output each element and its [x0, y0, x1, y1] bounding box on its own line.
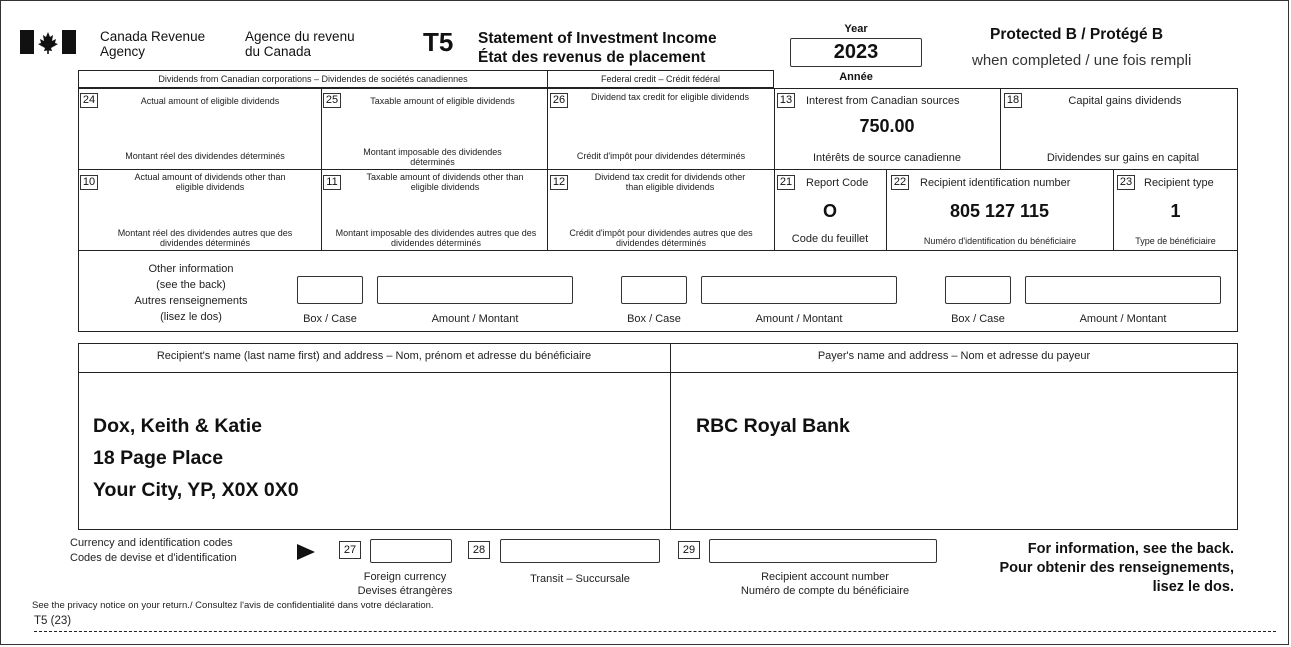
other-info-line3: Autres renseignements	[134, 295, 248, 307]
agency-en-line1: Canada Revenue	[100, 29, 206, 44]
recipient-city: Your City, YP, X0X 0X0	[93, 479, 299, 501]
box-10-label-en: Actual amount of dividends other than eligible dividends	[134, 172, 286, 192]
box-28-label: Transit – Succursale	[530, 573, 630, 585]
federal-credit-header: Federal credit – Crédit fédéral	[547, 70, 774, 88]
box-26-label-en: Dividend tax credit for eligible dividends	[590, 92, 750, 102]
other-amount-3-label: Amount / Montant	[1079, 313, 1167, 325]
box-10-number: 10	[80, 175, 98, 190]
recipient-header: Recipient's name (last name first) and address – Nom, prénom et adresse du bénéficiaire	[156, 350, 592, 362]
info-back-fr1: Pour obtenir des renseignements,	[999, 560, 1234, 576]
other-box-1-label: Box / Case	[303, 313, 357, 325]
other-amount-2-label: Amount / Montant	[755, 313, 843, 325]
form-code: T5	[423, 27, 454, 57]
box-13-label-fr: Intérêts de source canadienne	[813, 152, 961, 164]
currency-label-en: Currency and identification codes	[70, 537, 233, 549]
box-18-number: 18	[1004, 93, 1022, 108]
recipient-account-field[interactable]	[709, 539, 937, 563]
box-13-value[interactable]: 750.00	[859, 116, 915, 136]
box-26-number: 26	[550, 93, 568, 108]
box-13-number: 13	[777, 93, 795, 108]
box-11-number: 11	[323, 175, 341, 190]
box-22-label-fr: Numéro d'identification du bénéficiaire	[923, 236, 1077, 246]
foreign-currency-field[interactable]	[370, 539, 452, 563]
other-info-line2: (see the back)	[156, 279, 226, 291]
box-11-label-fr: Montant imposable des dividendes autres que des dividendes déterminés	[335, 228, 537, 248]
box-28-number: 28	[468, 541, 490, 559]
box-12-number: 12	[550, 175, 568, 190]
box-21-label-fr: Code du feuillet	[791, 233, 869, 245]
box-27-label-en: Foreign currency	[363, 571, 447, 583]
info-back-en: For information, see the back.	[1027, 541, 1234, 557]
recipient-name: Dox, Keith & Katie	[93, 415, 263, 437]
box-12-label-en: Dividend tax credit for dividends other than eligible dividends	[594, 172, 746, 192]
other-info-line4: (lisez le dos)	[160, 311, 222, 323]
box-29-label	[700, 570, 950, 598]
payer-name[interactable]: RBC Royal Bank	[696, 415, 850, 437]
box-22-number: 22	[891, 175, 909, 190]
agency-fr-line1: Agence du revenu	[245, 29, 355, 44]
privacy-notice: See the privacy notice on your return./ Consultez l'avis de confidentialité dans votre déclaration.	[32, 600, 434, 611]
transit-field[interactable]	[500, 539, 660, 563]
completed-label: when completed / une fois rempli	[972, 52, 1192, 69]
box-23-number: 23	[1117, 175, 1135, 190]
box-29-label-fr: Numéro de compte du bénéficiaire	[740, 585, 910, 597]
box-10-label-fr: Montant réel des dividendes autres que des dividendes déterminés	[117, 228, 293, 248]
other-info-line1: Other information	[148, 263, 234, 275]
currency-label	[70, 536, 237, 566]
box-23-label-fr: Type de bénéficiaire	[1135, 236, 1216, 246]
box-22-value[interactable]: 805 127 115	[949, 201, 1050, 221]
other-amount-1-label: Amount / Montant	[431, 313, 519, 325]
year-label-en: Year	[844, 23, 868, 35]
agency-en-line2: Agency	[100, 44, 146, 59]
title-fr: État des revenus de placement	[478, 49, 706, 66]
dividends-section-header: Dividends from Canadian corporations – Dividendes de sociétés canadiennes	[78, 70, 548, 88]
box-24-label-en: Actual amount of eligible dividends	[140, 96, 280, 106]
recipient-address[interactable]	[93, 410, 299, 506]
box-18-label-fr: Dividendes sur gains en capital	[1046, 152, 1200, 164]
box-12-label-fr: Crédit d'impôt pour dividendes autres que des dividendes déterminés	[569, 228, 753, 248]
other-amount-3-field[interactable]	[1025, 276, 1221, 304]
box-25-number: 25	[323, 93, 341, 108]
box-26-label-fr: Crédit d'impôt pour dividendes déterminés	[576, 151, 746, 161]
arrow-right-icon	[296, 543, 316, 566]
box-27-number: 27	[339, 541, 361, 559]
box-24-number: 24	[80, 93, 98, 108]
box-25-label-fr: Montant imposable des dividendes déterminés	[363, 147, 502, 167]
currency-label-fr: Codes de devise et d'identification	[70, 552, 237, 564]
box-24-label-fr: Montant réel des dividendes déterminés	[125, 151, 285, 161]
cut-line	[34, 631, 1276, 632]
box-11-label-en: Taxable amount of dividends other than eligible dividends	[366, 172, 524, 192]
agency-fr-line2: du Canada	[245, 44, 312, 59]
box-23-label-en: Recipient type	[1144, 177, 1214, 189]
year-label-fr: Année	[839, 71, 873, 83]
agency-en	[100, 29, 205, 59]
other-box-2-label: Box / Case	[627, 313, 681, 325]
box-21-label-en: Report Code	[806, 177, 869, 189]
canada-flag-icon	[20, 30, 76, 54]
other-amount-1-field[interactable]	[377, 276, 573, 304]
protected-label: Protected B / Protégé B	[990, 26, 1164, 43]
box-22-label-en: Recipient identification number	[920, 177, 1071, 189]
other-info-label	[98, 261, 284, 325]
box-21-value[interactable]: O	[822, 201, 837, 221]
agency-fr	[245, 29, 355, 59]
other-box-3-field[interactable]	[945, 276, 1011, 304]
box-18-label-en: Capital gains dividends	[1068, 95, 1182, 107]
info-back-note	[930, 540, 1234, 597]
box-21-number: 21	[777, 175, 795, 190]
box-25-label-en: Taxable amount of eligible dividends	[370, 96, 515, 106]
box-23-value[interactable]: 1	[1170, 201, 1181, 221]
info-back-fr2: lisez le dos.	[1152, 579, 1234, 595]
title-en: Statement of Investment Income	[478, 30, 717, 47]
box-29-label-en: Recipient account number	[761, 571, 889, 583]
other-box-2-field[interactable]	[621, 276, 687, 304]
other-box-3-label: Box / Case	[951, 313, 1005, 325]
box-29-number: 29	[678, 541, 700, 559]
other-amount-2-field[interactable]	[701, 276, 897, 304]
box-13-label-en: Interest from Canadian sources	[806, 95, 960, 107]
payer-header: Payer's name and address – Nom et adresse du payeur	[817, 350, 1091, 362]
box-27-label-fr: Devises étrangères	[357, 585, 453, 597]
recipient-street: 18 Page Place	[93, 447, 224, 469]
other-box-1-field[interactable]	[297, 276, 363, 304]
box-27-label	[340, 570, 470, 598]
year-field[interactable]: 2023	[790, 38, 922, 67]
form-title	[478, 29, 717, 67]
form-id: T5 (23)	[34, 615, 72, 627]
